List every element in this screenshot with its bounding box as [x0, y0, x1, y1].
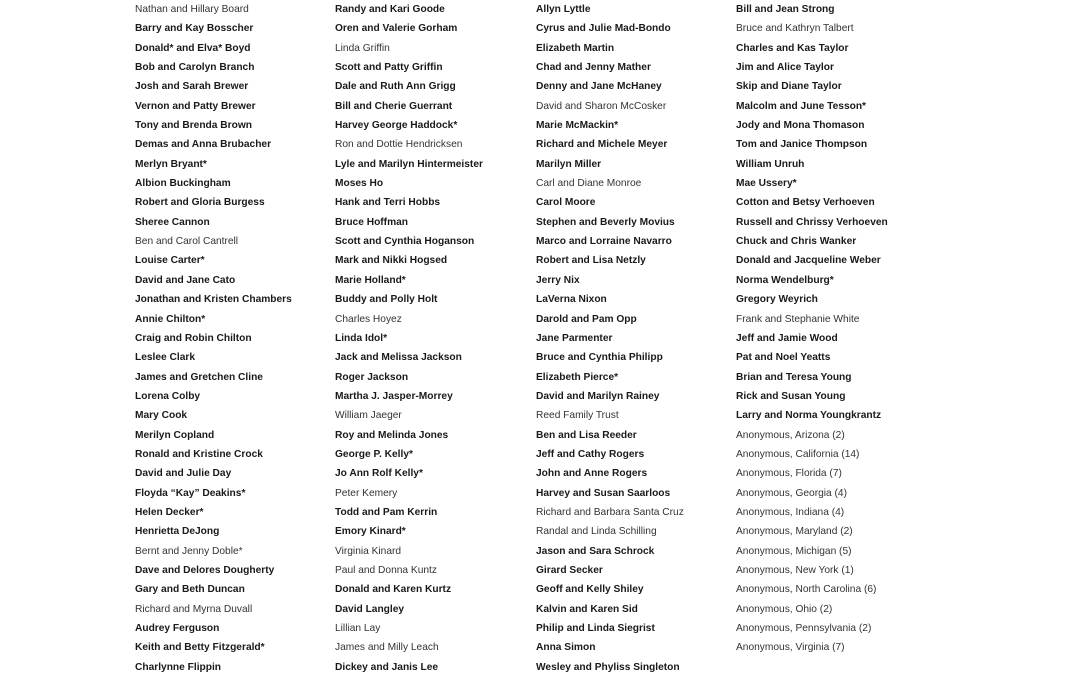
donor-name: Anonymous, California (14) — [736, 448, 860, 460]
donor-name: Jim and Alice Taylor — [736, 62, 834, 74]
donor-name: William Jaeger — [335, 410, 402, 422]
donor-name: Anonymous, Maryland (2) — [736, 526, 853, 538]
donor-name: David and Julie Day — [135, 468, 232, 480]
donor-name: Jonathan and Kristen Chambers — [135, 294, 292, 306]
donor-name: Anonymous, Michigan (5) — [736, 545, 852, 557]
donor-name: Robert and Lisa Netzly — [536, 255, 646, 267]
donor-name: Carol Moore — [536, 197, 596, 209]
donor-name: Martha J. Jasper-Morrey — [335, 390, 453, 402]
donor-name: William Unruh — [736, 158, 805, 170]
donor-name: Dave and Delores Dougherty — [135, 564, 275, 576]
donor-name: David and Sharon McCosker — [536, 100, 667, 112]
donor-name: David and Marilyn Rainey — [536, 390, 660, 402]
donor-name: Lillian Lay — [335, 623, 381, 634]
donor-name: James and Gretchen Cline — [135, 371, 263, 383]
donor-name: Anonymous, New York (1) — [736, 564, 854, 576]
donor-name: Tony and Brenda Brown — [135, 120, 252, 132]
donor-name: Girard Secker — [536, 564, 603, 576]
donor-name: Mary Cook — [135, 410, 188, 422]
donor-name: Bernt and Jenny Doble* — [135, 545, 243, 557]
donor-name: David Langley — [335, 603, 405, 615]
donor-name: Charles Hoyez — [335, 313, 402, 325]
donor-name: Jack and Melissa Jackson — [335, 352, 462, 364]
donor-name: David and Jane Cato — [135, 274, 236, 286]
donor-name: Jane Parmenter — [536, 332, 613, 344]
donor-name: Louise Carter* — [135, 255, 205, 267]
donor-name: James and Milly Leach — [335, 642, 439, 654]
donor-name: Allyn Lyttle — [536, 4, 591, 15]
donor-name: Emory Kinard* — [335, 526, 406, 538]
donor-name: Craig and Robin Chilton — [135, 332, 252, 344]
donor-name: Wesley and Phyliss Singleton — [536, 661, 680, 673]
donor-name: Donald and Jacqueline Weber — [736, 255, 881, 267]
donor-name: Anna Simon — [536, 642, 596, 654]
donor-name: Kalvin and Karen Sid — [536, 603, 638, 615]
donor-name: Anonymous, North Carolina (6) — [736, 584, 877, 596]
donor-name: Harvey George Haddock* — [335, 120, 458, 132]
donor-name: Lyle and Marilyn Hintermeister — [335, 158, 483, 170]
donor-name: Mae Ussery* — [736, 178, 797, 190]
donor-name: Carl and Diane Monroe — [536, 178, 642, 190]
donor-name: Nathan and Hillary Board — [135, 4, 249, 15]
donor-name: John and Anne Rogers — [536, 468, 648, 480]
donor-name: Elizabeth Pierce* — [536, 371, 619, 383]
donor-name: Merlyn Bryant* — [135, 158, 207, 170]
donor-name: Jo Ann Rolf Kelly* — [335, 468, 423, 480]
donor-name: Bruce and Kathryn Talbert — [736, 23, 854, 35]
donor-name: Frank and Stephanie White — [736, 313, 860, 325]
donor-name: Robert and Gloria Burgess — [135, 197, 265, 209]
donor-name: Vernon and Patty Brewer — [135, 100, 256, 112]
donor-name: Anonymous, Arizona (2) — [736, 429, 845, 441]
donor-name: Richard and Barbara Santa Cruz — [536, 506, 684, 518]
donor-name: Helen Decker* — [135, 506, 204, 518]
donor-name: Buddy and Polly Holt — [335, 294, 438, 306]
donor-name: Anonymous, Ohio (2) — [736, 603, 833, 615]
donor-name: Randal and Linda Schilling — [536, 526, 657, 538]
donor-name: Anonymous, Florida (7) — [736, 468, 842, 480]
donor-name: Scott and Patty Griffin — [335, 62, 443, 74]
donor-name: George P. Kelly* — [335, 448, 413, 460]
donor-name: Jason and Sara Schrock — [536, 545, 655, 557]
donor-name: Lorena Colby — [135, 390, 201, 402]
donor-name: Hank and Terri Hobbs — [335, 197, 441, 209]
donor-name: Linda Griffin — [335, 42, 390, 54]
donor-name: Audrey Ferguson — [135, 623, 220, 634]
donor-name: Chad and Jenny Mather — [536, 62, 651, 74]
donor-name: Bruce Hoffman — [335, 216, 409, 228]
donor-name: Randy and Kari Goode — [335, 4, 445, 15]
donor-name: Brian and Teresa Young — [736, 371, 852, 383]
donor-name: Demas and Anna Brubacher — [135, 139, 272, 151]
donor-name: Bruce and Cynthia Philipp — [536, 352, 663, 364]
donor-name: Jeff and Cathy Rogers — [536, 448, 645, 460]
donor-name: Russell and Chrissy Verhoeven — [736, 216, 888, 228]
donor-name: Linda Idol* — [335, 332, 388, 344]
donor-column-2 — [335, 0, 535, 677]
donor-name: Cotton and Betsy Verhoeven — [736, 197, 875, 209]
donor-name: Annie Chilton* — [135, 313, 206, 325]
donor-name: Marie McMackin* — [536, 120, 619, 132]
donor-name: Peter Kemery — [335, 487, 398, 499]
donor-name: Charles and Kas Taylor — [736, 42, 849, 54]
donor-name: Josh and Sarah Brewer — [135, 81, 249, 93]
donor-name: Elizabeth Martin — [536, 42, 615, 54]
donor-name: Malcolm and June Tesson* — [736, 100, 867, 112]
donor-name: Oren and Valerie Gorham — [335, 23, 458, 35]
donor-name: Jeff and Jamie Wood — [736, 332, 838, 344]
donor-name: Marco and Lorraine Navarro — [536, 236, 672, 248]
donor-name: Bob and Carolyn Branch — [135, 62, 255, 74]
donor-name: Reed Family Trust — [536, 410, 619, 422]
donor-name: Darold and Pam Opp — [536, 313, 637, 325]
donor-name: Keith and Betty Fitzgerald* — [135, 642, 265, 654]
donor-name: Roy and Melinda Jones — [335, 429, 449, 441]
donor-name: Roger Jackson — [335, 371, 409, 383]
donor-name: Albion Buckingham — [135, 178, 231, 190]
donor-name: Stephen and Beverly Movius — [536, 216, 675, 228]
donor-name: Leslee Clark — [135, 352, 196, 364]
donor-name: Henrietta DeJong — [135, 526, 220, 538]
donor-name: Dickey and Janis Lee — [335, 661, 439, 673]
donor-column-1 — [135, 0, 335, 677]
donor-name: Ben and Lisa Reeder — [536, 429, 637, 441]
donor-name: Anonymous, Georgia (4) — [736, 487, 847, 499]
donor-name: LaVerna Nixon — [536, 294, 607, 306]
donor-name: Cyrus and Julie Mad-Bondo — [536, 23, 671, 35]
donor-name: Bill and Jean Strong — [736, 4, 835, 15]
donor-name: Todd and Pam Kerrin — [335, 506, 438, 518]
donor-name: Chuck and Chris Wanker — [736, 236, 857, 248]
donor-name: Gary and Beth Duncan — [135, 584, 245, 596]
donor-name: Tom and Janice Thompson — [736, 139, 868, 151]
donor-name: Merilyn Copland — [135, 429, 215, 441]
donor-name: Jerry Nix — [536, 274, 580, 286]
donor-name: Anonymous, Virginia (7) — [736, 642, 845, 654]
donor-name: Donald and Karen Kurtz — [335, 584, 452, 596]
donor-name: Philip and Linda Siegrist — [536, 623, 655, 634]
donor-name: Larry and Norma Youngkrantz — [736, 410, 882, 422]
donor-name: Moses Ho — [335, 178, 384, 190]
donor-name: Sheree Cannon — [135, 216, 210, 228]
donor-name: Denny and Jane McHaney — [536, 81, 662, 93]
donor-name: Floyda “Kay” Deakins* — [135, 487, 246, 499]
donor-name: Jody and Mona Thomason — [736, 120, 865, 132]
donor-name: Anonymous, Indiana (4) — [736, 506, 845, 518]
donor-name: Virginia Kinard — [335, 545, 402, 557]
donor-name: Anonymous, Pennsylvania (2) — [736, 623, 872, 634]
donor-name: Ronald and Kristine Crock — [135, 448, 263, 460]
donor-name: Charlynne Flippin — [135, 661, 222, 673]
donor-name: Richard and Myrna Duvall — [135, 603, 253, 615]
donor-name: Pat and Noel Yeatts — [736, 352, 831, 364]
donor-column-4 — [736, 0, 936, 658]
donor-column-3 — [536, 0, 736, 677]
donor-name: Gregory Weyrich — [736, 294, 818, 306]
donor-name: Marilyn Miller — [536, 158, 602, 170]
donor-name: Mark and Nikki Hogsed — [335, 255, 448, 267]
donor-name: Barry and Kay Bosscher — [135, 23, 254, 35]
donor-name: Donald* and Elva* Boyd — [135, 42, 251, 54]
donor-name: Richard and Michele Meyer — [536, 139, 668, 151]
donor-name: Harvey and Susan Saarloos — [536, 487, 671, 499]
donor-name: Bill and Cherie Guerrant — [335, 100, 453, 112]
donor-name: Ron and Dottie Hendricksen — [335, 139, 463, 151]
donor-name: Scott and Cynthia Hoganson — [335, 236, 475, 248]
donor-name: Ben and Carol Cantrell — [135, 236, 239, 248]
donor-name: Rick and Susan Young — [736, 390, 846, 402]
donor-name: Norma Wendelburg* — [736, 274, 834, 286]
donor-name: Paul and Donna Kuntz — [335, 564, 437, 576]
donor-name: Geoff and Kelly Shiley — [536, 584, 644, 596]
donor-name: Dale and Ruth Ann Grigg — [335, 81, 456, 93]
donor-name: Marie Holland* — [335, 274, 406, 286]
donor-name: Skip and Diane Taylor — [736, 81, 842, 93]
